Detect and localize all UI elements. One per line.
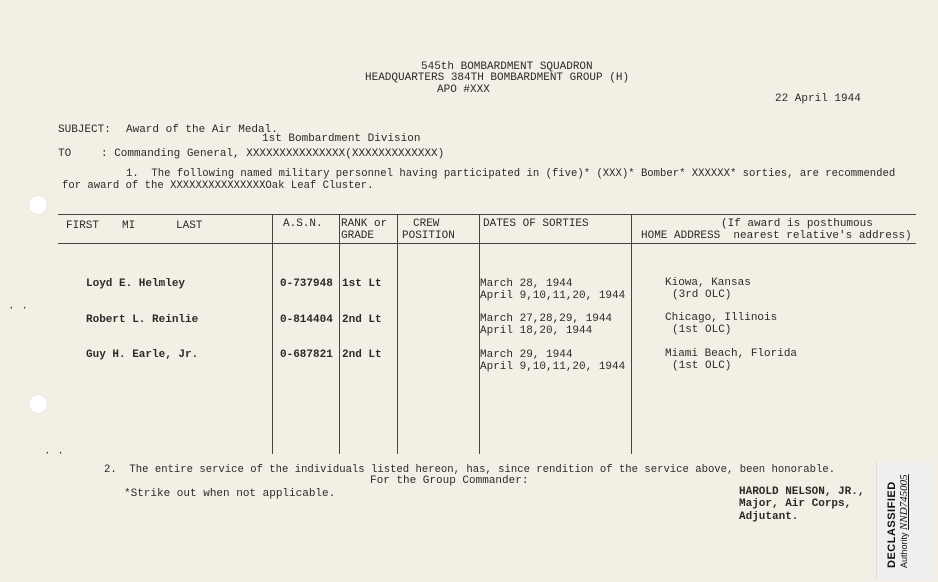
row-1-address-line-2: (3rd OLC) bbox=[672, 289, 732, 301]
to-value: : Commanding General, XXXXXXXXXXXXXXX(XXXXXXXXXXXXX) bbox=[101, 148, 445, 160]
stamp-authority-value: NND745005 bbox=[898, 474, 910, 530]
signature-rank: Major, Air Corps, bbox=[739, 498, 852, 510]
margin-mark: · · bbox=[44, 448, 64, 460]
row-2-address-line-1: Chicago, Illinois bbox=[665, 312, 778, 324]
header-rank-line-1: RANK or bbox=[341, 218, 388, 230]
document-date: 22 April 1944 bbox=[775, 93, 861, 105]
paragraph-1-line-1: 1. The following named military personnel having participated in (five)* (XXX)* Bomber* XXXXXX* sorties, are recommended bbox=[126, 168, 896, 180]
declassified-stamp-text bbox=[886, 474, 910, 568]
stamp-heading: DECLASSIFIED bbox=[886, 481, 898, 568]
subject-value: Award of the Air Medal. bbox=[126, 124, 278, 136]
closing-line: For the Group Commander: bbox=[370, 475, 529, 487]
paragraph-1-line-2: for award of the XXXXXXXXXXXXXXXOak Leaf Cluster. bbox=[62, 180, 374, 192]
row-2-dates-line-2: April 18,20, 1944 bbox=[480, 325, 593, 337]
row-3-rank: 2nd Lt bbox=[342, 349, 382, 361]
header-squadron: 545th BOMBARDMENT SQUADRON bbox=[421, 61, 593, 73]
row-2-asn: 0-814404 bbox=[280, 314, 333, 326]
row-3-dates-line-1: March 29, 1944 bbox=[480, 349, 573, 361]
table-header-rule bbox=[58, 243, 916, 244]
header-rank-line-2: GRADE bbox=[341, 230, 375, 242]
column-divider-asn bbox=[272, 214, 273, 454]
row-3-name: Guy H. Earle, Jr. bbox=[86, 349, 199, 361]
row-2-address-line-2: (1st OLC) bbox=[672, 324, 732, 336]
table-top-rule bbox=[58, 214, 916, 215]
header-first: FIRST bbox=[66, 220, 100, 232]
punch-hole-top bbox=[29, 196, 47, 214]
row-3-address-line-2: (1st OLC) bbox=[672, 360, 732, 372]
row-1-dates-line-2: April 9,10,11,20, 1944 bbox=[480, 290, 626, 302]
row-1-address-line-1: Kiowa, Kansas bbox=[665, 277, 751, 289]
row-1-dates-line-1: March 28, 1944 bbox=[480, 278, 573, 290]
header-address-line-1: (If award is posthumous bbox=[721, 218, 873, 230]
header-last: LAST bbox=[176, 220, 203, 232]
row-2-name: Robert L. Reinlie bbox=[86, 314, 199, 326]
row-2-dates-line-1: March 27,28,29, 1944 bbox=[480, 313, 613, 325]
header-address-line-2: HOME ADDRESS nearest relative's address) bbox=[641, 230, 912, 242]
stamp-authority-label: Authority bbox=[899, 532, 909, 568]
row-3-asn: 0-687821 bbox=[280, 349, 333, 361]
to-label: TO bbox=[58, 148, 72, 160]
header-crew-line-1: CREW bbox=[413, 218, 440, 230]
column-divider-address bbox=[631, 214, 632, 454]
row-2-rank: 2nd Lt bbox=[342, 314, 382, 326]
row-1-rank: 1st Lt bbox=[342, 278, 382, 290]
row-1-asn: 0-737948 bbox=[280, 278, 333, 290]
column-divider-crew bbox=[397, 214, 398, 454]
column-divider-rank bbox=[339, 214, 340, 454]
subject-label: SUBJECT: bbox=[58, 124, 111, 136]
paragraph-2: 2. The entire service of the individuals listed hereon, has, since rendition of the service above, been honorable. bbox=[104, 464, 836, 476]
row-1-name: Loyd E. Helmley bbox=[86, 278, 186, 290]
row-3-dates-line-2: April 9,10,11,20, 1944 bbox=[480, 361, 626, 373]
header-apo: APO #XXX bbox=[437, 84, 490, 96]
footnote: *Strike out when not applicable. bbox=[124, 488, 336, 500]
signature-name: HAROLD NELSON, JR., bbox=[739, 486, 865, 498]
to-inserted-text: 1st Bombardment Division bbox=[262, 133, 421, 145]
header-crew-line-2: POSITION bbox=[402, 230, 455, 242]
row-3-address-line-1: Miami Beach, Florida bbox=[665, 348, 798, 360]
header-dates: DATES OF SORTIES bbox=[483, 218, 589, 230]
header-mi: MI bbox=[122, 220, 136, 232]
punch-hole-bottom bbox=[29, 395, 47, 413]
header-group: HEADQUARTERS 384TH BOMBARDMENT GROUP (H) bbox=[365, 72, 630, 84]
signature-title: Adjutant. bbox=[739, 511, 799, 523]
header-asn: A.S.N. bbox=[283, 218, 323, 230]
margin-mark: · · bbox=[8, 303, 28, 315]
